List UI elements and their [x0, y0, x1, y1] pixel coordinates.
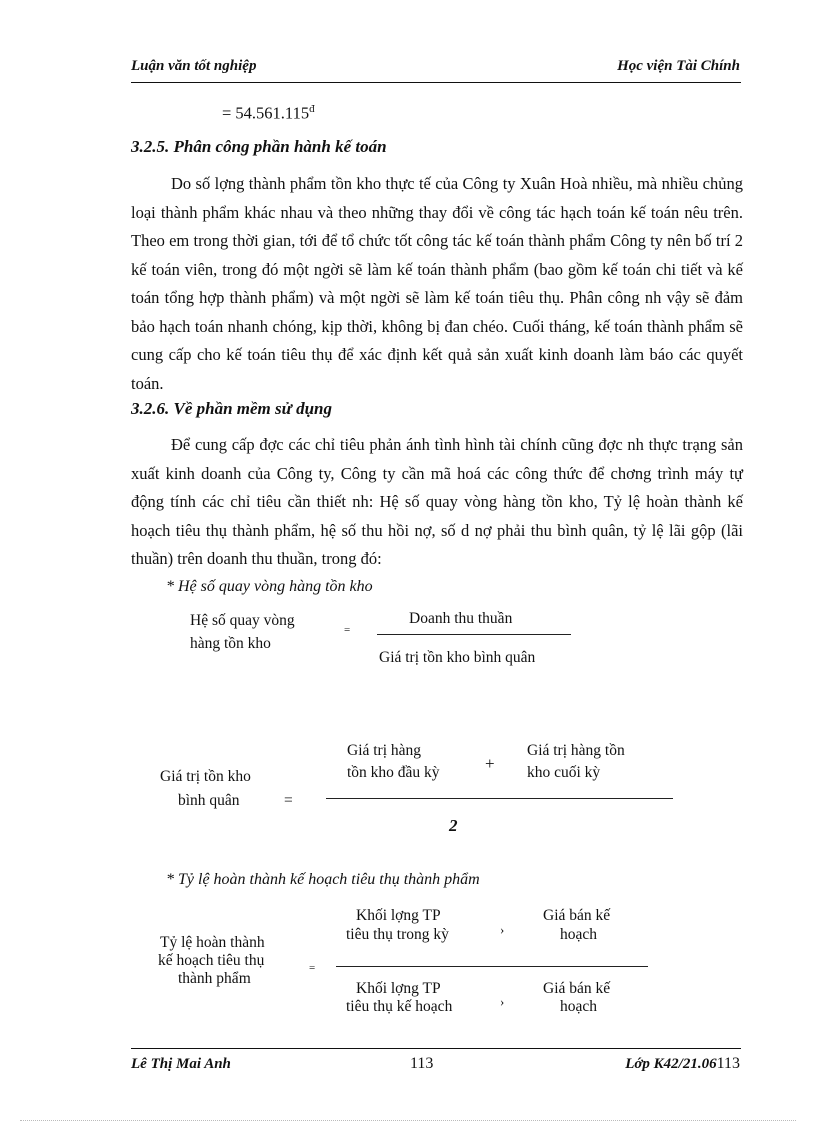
header-left: Luận văn tốt nghiệp — [131, 58, 257, 74]
section-326-body — [131, 431, 743, 574]
formula1-title: * Hệ số quay vòng hàng tồn kho — [166, 578, 373, 595]
formula2-equals: = — [284, 792, 293, 809]
formula3-num-b-line1: Giá bán kế — [543, 907, 611, 924]
header-right: Học viện Tài Chính — [617, 58, 740, 74]
formula1-equals: = — [344, 624, 351, 636]
formula3-num-b-line2: hoạch — [560, 926, 598, 943]
formula2-plus: + — [485, 754, 495, 773]
formula3-num-a-line2: tiêu thụ trong kỳ — [346, 926, 449, 943]
footer-author: Lê Thị Mai Anh — [131, 1056, 231, 1072]
footer-page-number: 113 — [410, 1055, 434, 1072]
formula3-den-a-line2: tiêu thụ kế hoạch — [346, 998, 453, 1015]
formula2-term2-line1: Giá trị hàng tồn — [527, 742, 625, 759]
section-326-paragraph: Để cung cấp đợc các chỉ tiêu phản ánh tình hình tài chính cũng đợc nh thực trạng sản xuất kinh doanh của Công ty, Công ty cần mã hoá các công thức để chơng trình máy tự động tính các chỉ tiêu cần thiết nh: Hệ số quay vòng hàng tồn kho, Tỷ lệ hoàn thành kế hoạch tiêu thụ thành phẩm, hệ số thu hồi nợ, số d nợ phải thu bình quân, tỷ lệ lãi gộp (lãi thuần) trên doanh thu thuần, trong đó: — [131, 435, 743, 568]
formula1-numerator: Doanh thu thuần — [409, 610, 513, 627]
formula3-num-a-line1: Khối lợng TP — [356, 907, 441, 924]
formula3-lhs-line1: Tỷ lệ hoàn thành — [160, 934, 265, 951]
page-edge-dotted-line — [20, 1120, 796, 1121]
formula2-lhs-line1: Giá trị tồn kho — [160, 768, 251, 785]
footer-class — [625, 1055, 740, 1073]
formula2-term2-line2: kho cuối kỳ — [527, 764, 601, 781]
formula2-denominator: 2 — [449, 816, 458, 835]
footer-rule — [131, 1048, 741, 1049]
result-unit: đ — [309, 103, 315, 115]
section-325-body — [131, 170, 743, 398]
formula3-times-bottom: › — [500, 994, 505, 1009]
section-325-paragraph: Do số lợng thành phẩm tồn kho thực tế của Công ty Xuân Hoà nhiều, mà nhiều chủng loại thành phẩm khác nhau và theo những thay đổi về công tác hạch toán kế toán nêu trên. Theo em trong thời gian, tới để tổ chức tốt công tác kế toán thành phẩm Công ty nên bố trí 2 kế toán viên, trong đó một ngời sẽ làm kế toán thành phẩm (bao gồm kế toán chi tiết và kế toán tổng hợp thành phẩm) và một ngời sẽ làm kế toán tiêu thụ. Phân công nh vậy sẽ đảm bảo hạch toán nhanh chóng, kịp thời, không bị đan chéo. Cuối tháng, kế toán thành phẩm sẽ cung cấp cho kế toán tiêu thụ để xác định kết quả sản xuất kinh doanh làm báo các quyết toán. — [131, 174, 743, 393]
formula2-fraction-bar — [326, 798, 673, 799]
formula2-term1-line1: Giá trị hàng — [347, 742, 422, 759]
formula3-lhs-line2: kế hoạch tiêu thụ — [158, 952, 265, 969]
formula1-denominator: Giá trị tồn kho bình quân — [379, 649, 536, 666]
header-rule — [131, 82, 741, 83]
formula3-equals: = — [309, 962, 316, 974]
formula2-lhs-line2: bình quân — [178, 792, 240, 809]
formula3-den-b-line2: hoạch — [560, 998, 598, 1015]
formula3-den-a-line1: Khối lợng TP — [356, 980, 441, 997]
section-326-heading: 3.2.6. Về phần mềm sử dụng — [131, 399, 332, 418]
formula1-lhs-line1: Hệ số quay vòng — [190, 612, 295, 629]
formula2-term1-line2: tồn kho đầu kỳ — [347, 764, 440, 781]
section-325-heading: 3.2.5. Phân công phần hành kế toán — [131, 137, 387, 156]
formula3-times-top: › — [500, 922, 505, 937]
result-value: = 54.561.115 — [222, 103, 310, 123]
footer-class-page: 113 — [716, 1055, 740, 1072]
footer-class-label: Lớp K42/21.06 — [625, 1056, 717, 1072]
formula1-lhs-line2: hàng tồn kho — [190, 635, 271, 652]
formula3-lhs-line3: thành phẩm — [178, 970, 251, 987]
result-line — [222, 103, 315, 124]
formula3-fraction-bar — [336, 966, 648, 967]
formula3-title: * Tỷ lệ hoàn thành kế hoạch tiêu thụ thành phẩm — [166, 871, 480, 888]
formula1-fraction-bar — [377, 634, 571, 635]
formula3-den-b-line1: Giá bán kế — [543, 980, 611, 997]
